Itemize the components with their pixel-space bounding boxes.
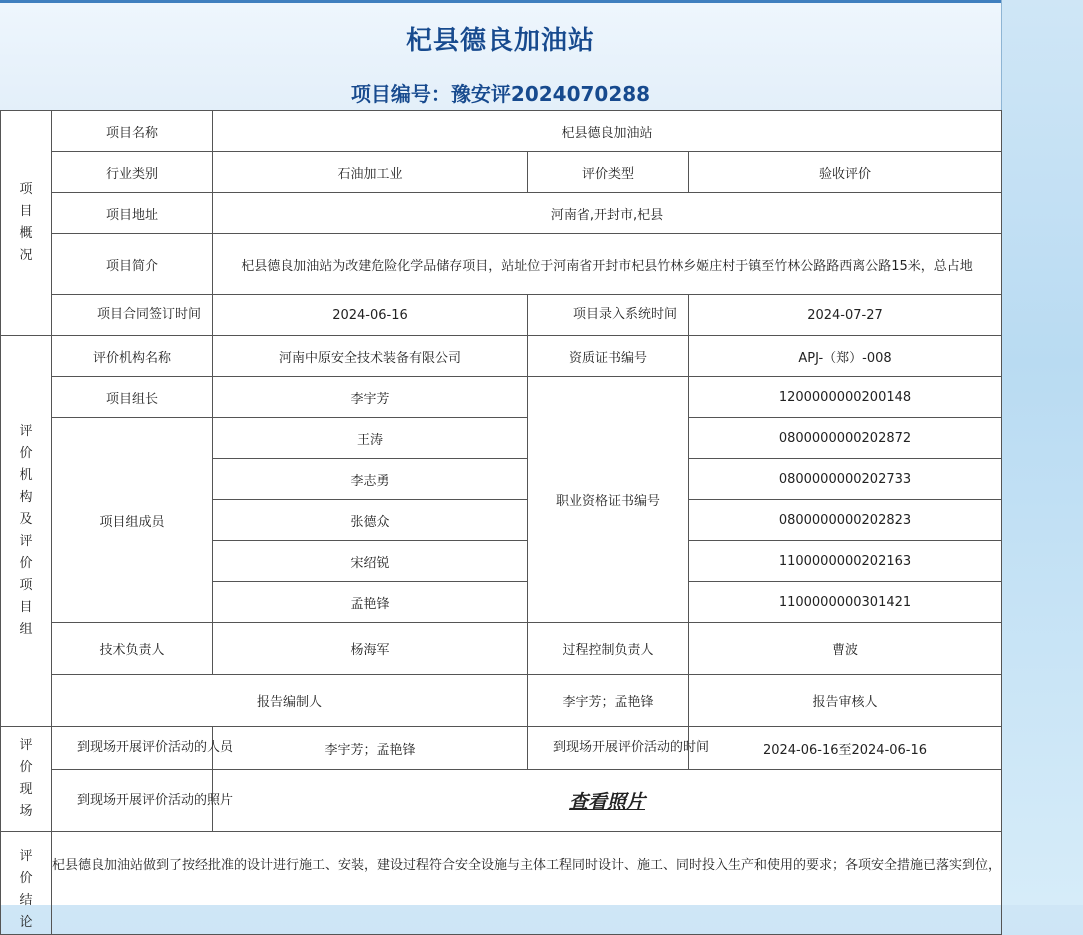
agency-value: 河南中原安全技术装备有限公司 <box>213 336 528 377</box>
tech-lead-label: 技术负责人 <box>52 623 213 675</box>
industry-value: 石油加工业 <box>213 152 528 193</box>
project-name-value: 杞县德良加油站 <box>213 111 1002 152</box>
project-info-table <box>0 110 1002 935</box>
table-row <box>1 234 1002 295</box>
site-people-value: 李宇芳；孟艳锋 <box>213 727 528 770</box>
contract-date-label: 项目合同签订时间 <box>52 295 213 336</box>
section-site: 评价现场 <box>1 727 52 832</box>
report-reviewer-label: 报告审核人 <box>689 675 1002 727</box>
agency-label: 评价机构名称 <box>52 336 213 377</box>
cert-value: APJ-（郑）-008 <box>689 336 1002 377</box>
table-row <box>1 152 1002 193</box>
entry-date-label: 项目录入系统时间 <box>528 295 689 336</box>
section-conclusion: 评价结论 <box>1 832 52 935</box>
table-row <box>1 193 1002 234</box>
table-row <box>1 832 1002 935</box>
table-row <box>1 675 1002 727</box>
process-lead-label: 过程控制负责人 <box>528 623 689 675</box>
report-author-value: 李宇芳；孟艳锋 <box>528 675 689 727</box>
intro-value: 杞县德良加油站为改建危险化学品储存项目，站址位于河南省开封市杞县竹林乡姬庄村于镇至竹林公路路西离公路15米，总占地 <box>213 234 1002 295</box>
site-time-value: 2024-06-16至2024-06-16 <box>689 727 1002 770</box>
member-cert: 0800000000202872 <box>689 418 1002 459</box>
qualification-label: 职业资格证书编号 <box>528 377 689 623</box>
leader-label: 项目组长 <box>52 377 213 418</box>
contract-date-value: 2024-06-16 <box>213 295 528 336</box>
member-name: 宋绍锐 <box>213 541 528 582</box>
member-name: 王涛 <box>213 418 528 459</box>
tech-lead-value: 杨海军 <box>213 623 528 675</box>
eval-type-value: 验收评价 <box>689 152 1002 193</box>
member-name: 张德众 <box>213 500 528 541</box>
process-lead-value: 曹波 <box>689 623 1002 675</box>
table-row <box>1 111 1002 152</box>
view-photos-cell <box>213 770 1002 832</box>
site-photo-label: 到现场开展评价活动的照片 <box>52 770 213 832</box>
section-org: 评价机构及评价项目组 <box>1 336 52 727</box>
entry-date-value: 2024-07-27 <box>689 295 1002 336</box>
site-people-label: 到现场开展评价活动的人员 <box>52 727 213 770</box>
table-row <box>1 770 1002 832</box>
member-name: 李志勇 <box>213 459 528 500</box>
member-cert: 1100000000301421 <box>689 582 1002 623</box>
table-row <box>1 727 1002 770</box>
member-cert: 1200000000200148 <box>689 377 1002 418</box>
conclusion-text: 杞县德良加油站做到了按经批准的设计进行施工、安装，建设过程符合安全设施与主体工程同时设计、施工、同时投入生产和使用的要求；各项安全措施已落实到位， <box>52 832 1002 935</box>
industry-label: 行业类别 <box>52 152 213 193</box>
member-cert: 1100000000202163 <box>689 541 1002 582</box>
page-title: 杞县德良加油站 <box>405 26 595 56</box>
address-label: 项目地址 <box>52 193 213 234</box>
project-number: 项目编号：豫安评2024070288 <box>350 82 651 106</box>
cert-label: 资质证书编号 <box>528 336 689 377</box>
member-name: 李宇芳 <box>213 377 528 418</box>
section-overview: 项目概况 <box>1 111 52 336</box>
member-cert: 0800000000202823 <box>689 500 1002 541</box>
member-name: 孟艳锋 <box>213 582 528 623</box>
intro-label: 项目简介 <box>52 234 213 295</box>
table-row <box>1 623 1002 675</box>
site-time-label: 到现场开展评价活动的时间 <box>528 727 689 770</box>
members-label: 项目组成员 <box>52 418 213 623</box>
eval-type-label: 评价类型 <box>528 152 689 193</box>
member-cert: 0800000000202733 <box>689 459 1002 500</box>
report-header <box>0 3 1001 111</box>
table-row <box>1 418 1002 459</box>
table-row <box>1 295 1002 336</box>
view-photos-link[interactable]: 查看照片 <box>568 791 645 813</box>
table-row <box>1 336 1002 377</box>
project-name-label: 项目名称 <box>52 111 213 152</box>
table-row <box>1 377 1002 418</box>
report-author-label: 报告编制人 <box>52 675 528 727</box>
address-value: 河南省,开封市,杞县 <box>213 193 1002 234</box>
